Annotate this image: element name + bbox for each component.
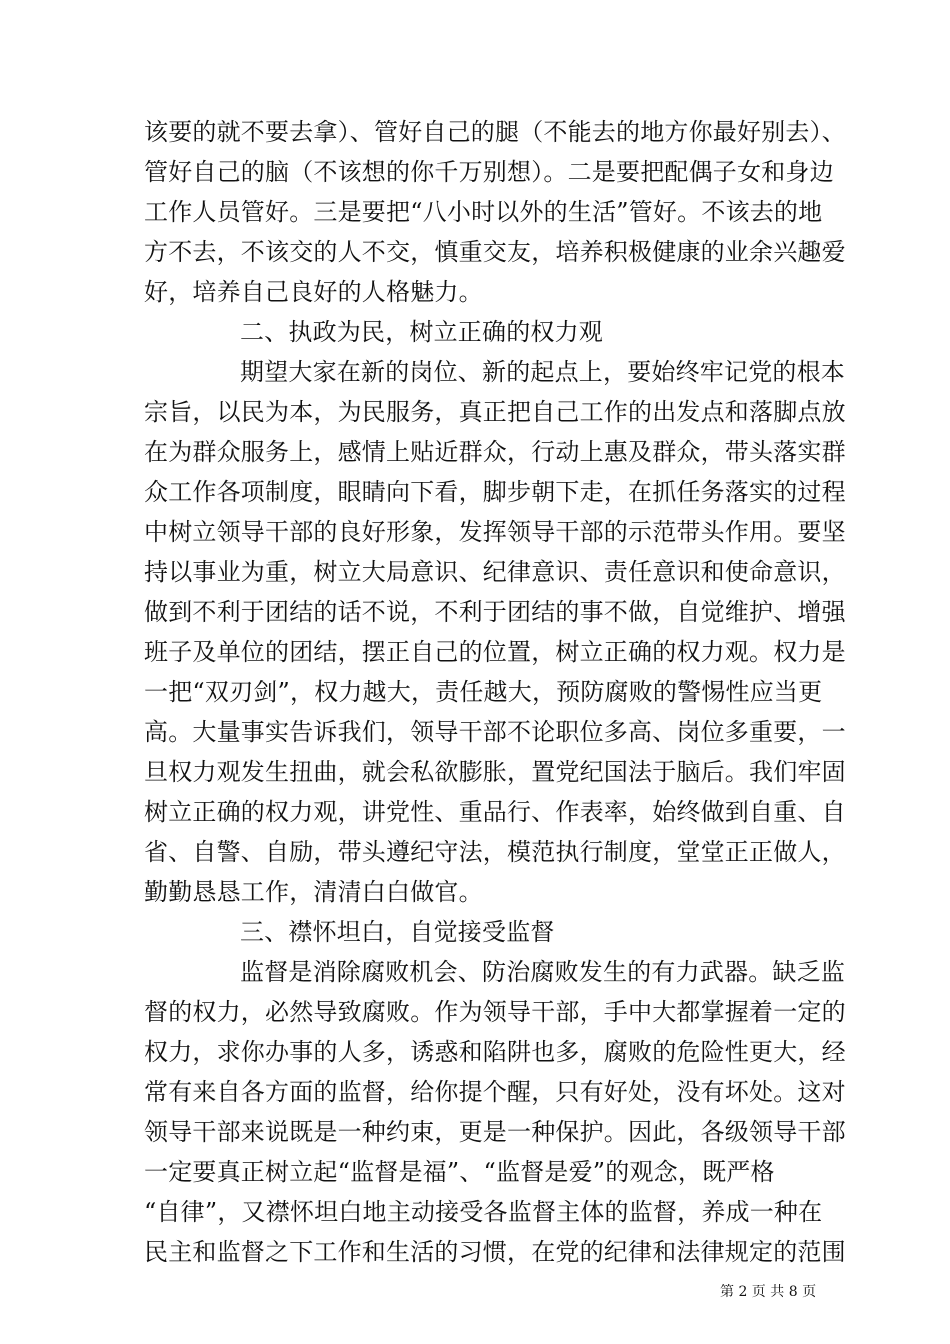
body-text-line: 民主和监督之下工作和生活的习惯，在党的纪律和法律规定的范围 xyxy=(144,1238,846,1266)
body-text-line: 督的权力，必然导致腐败。作为领导干部，手中大都掌握着一定的 xyxy=(144,998,846,1026)
body-text-line: 宗旨，以民为本，为民服务，真正把自己工作的出发点和落脚点放 xyxy=(144,398,846,426)
body-text-line: 省、自警、自励，带头遵纪守法，模范执行制度，堂堂正正做人， xyxy=(144,838,846,866)
body-text-line: 领导干部来说既是一种约束，更是一种保护。因此，各级领导干部 xyxy=(144,1118,846,1146)
body-text-line: 中树立领导干部的良好形象，发挥领导干部的示范带头作用。要坚 xyxy=(144,518,846,546)
body-text-line: 一定要真正树立起“监督是福”、“监督是爱”的观念，既严格 xyxy=(144,1158,775,1186)
body-text-line: “自律”，又襟怀坦白地主动接受各监督主体的监督，养成一种在 xyxy=(144,1198,823,1226)
body-text-line: 持以事业为重，树立大局意识、纪律意识、责任意识和使命意识， xyxy=(144,558,846,586)
body-text-line: 常有来自各方面的监督，给你提个醒，只有好处，没有坏处。这对 xyxy=(144,1078,846,1106)
body-text-line: 班子及单位的团结，摆正自己的位置，树立正确的权力观。权力是 xyxy=(144,638,846,666)
section-heading: 三、襟怀坦白，自觉接受监督 xyxy=(240,918,555,946)
body-text-line: 权力，求你办事的人多，诱惑和陷阱也多，腐败的危险性更大，经 xyxy=(144,1038,846,1066)
body-text-line: 好，培养自己良好的人格魅力。 xyxy=(144,278,483,306)
body-text-line: 高。大量事实告诉我们，领导干部不论职位多高、岗位多重要，一 xyxy=(144,718,846,746)
body-text-line: 在为群众服务上，感情上贴近群众，行动上惠及群众，带头落实群 xyxy=(144,438,846,466)
body-text-line: 一把“双刃剑”，权力越大，责任越大，预防腐败的警惕性应当更 xyxy=(144,678,823,706)
body-text-line: 方不去，不该交的人不交，慎重交友，培养积极健康的业余兴趣爱 xyxy=(144,238,846,266)
body-text-line: 做到不利于团结的话不说，不利于团结的事不做，自觉维护、增强 xyxy=(144,598,846,626)
paragraph-start-line: 期望大家在新的岗位、新的起点上，要始终牢记党的根本 xyxy=(240,358,845,386)
body-text-line: 该要的就不要去拿）、管好自己的腿（不能去的地方你最好别去）、 xyxy=(144,118,846,146)
body-text-line: 树立正确的权力观，讲党性、重品行、作表率，始终做到自重、自 xyxy=(144,798,846,826)
body-text-line: 工作人员管好。三是要把“八小时以外的生活”管好。不该去的地 xyxy=(144,198,823,226)
body-text-line: 旦权力观发生扭曲，就会私欲膨胀，置党纪国法于脑后。我们牢固 xyxy=(144,758,846,786)
paragraph-start-line: 监督是消除腐败机会、防治腐败发生的有力武器。缺乏监 xyxy=(240,958,845,986)
body-text-line: 管好自己的脑（不该想的你千万别想）。二是要把配偶子女和身边 xyxy=(144,158,834,186)
body-text-line: 众工作各项制度，眼睛向下看，脚步朝下走，在抓任务落实的过程 xyxy=(144,478,846,506)
body-text-line: 勤勤恳恳工作，清清白白做官。 xyxy=(144,878,483,906)
page-number-footer: 第 2 页 共 8 页 xyxy=(720,1284,817,1300)
section-heading: 二、执政为民，树立正确的权力观 xyxy=(240,318,603,346)
